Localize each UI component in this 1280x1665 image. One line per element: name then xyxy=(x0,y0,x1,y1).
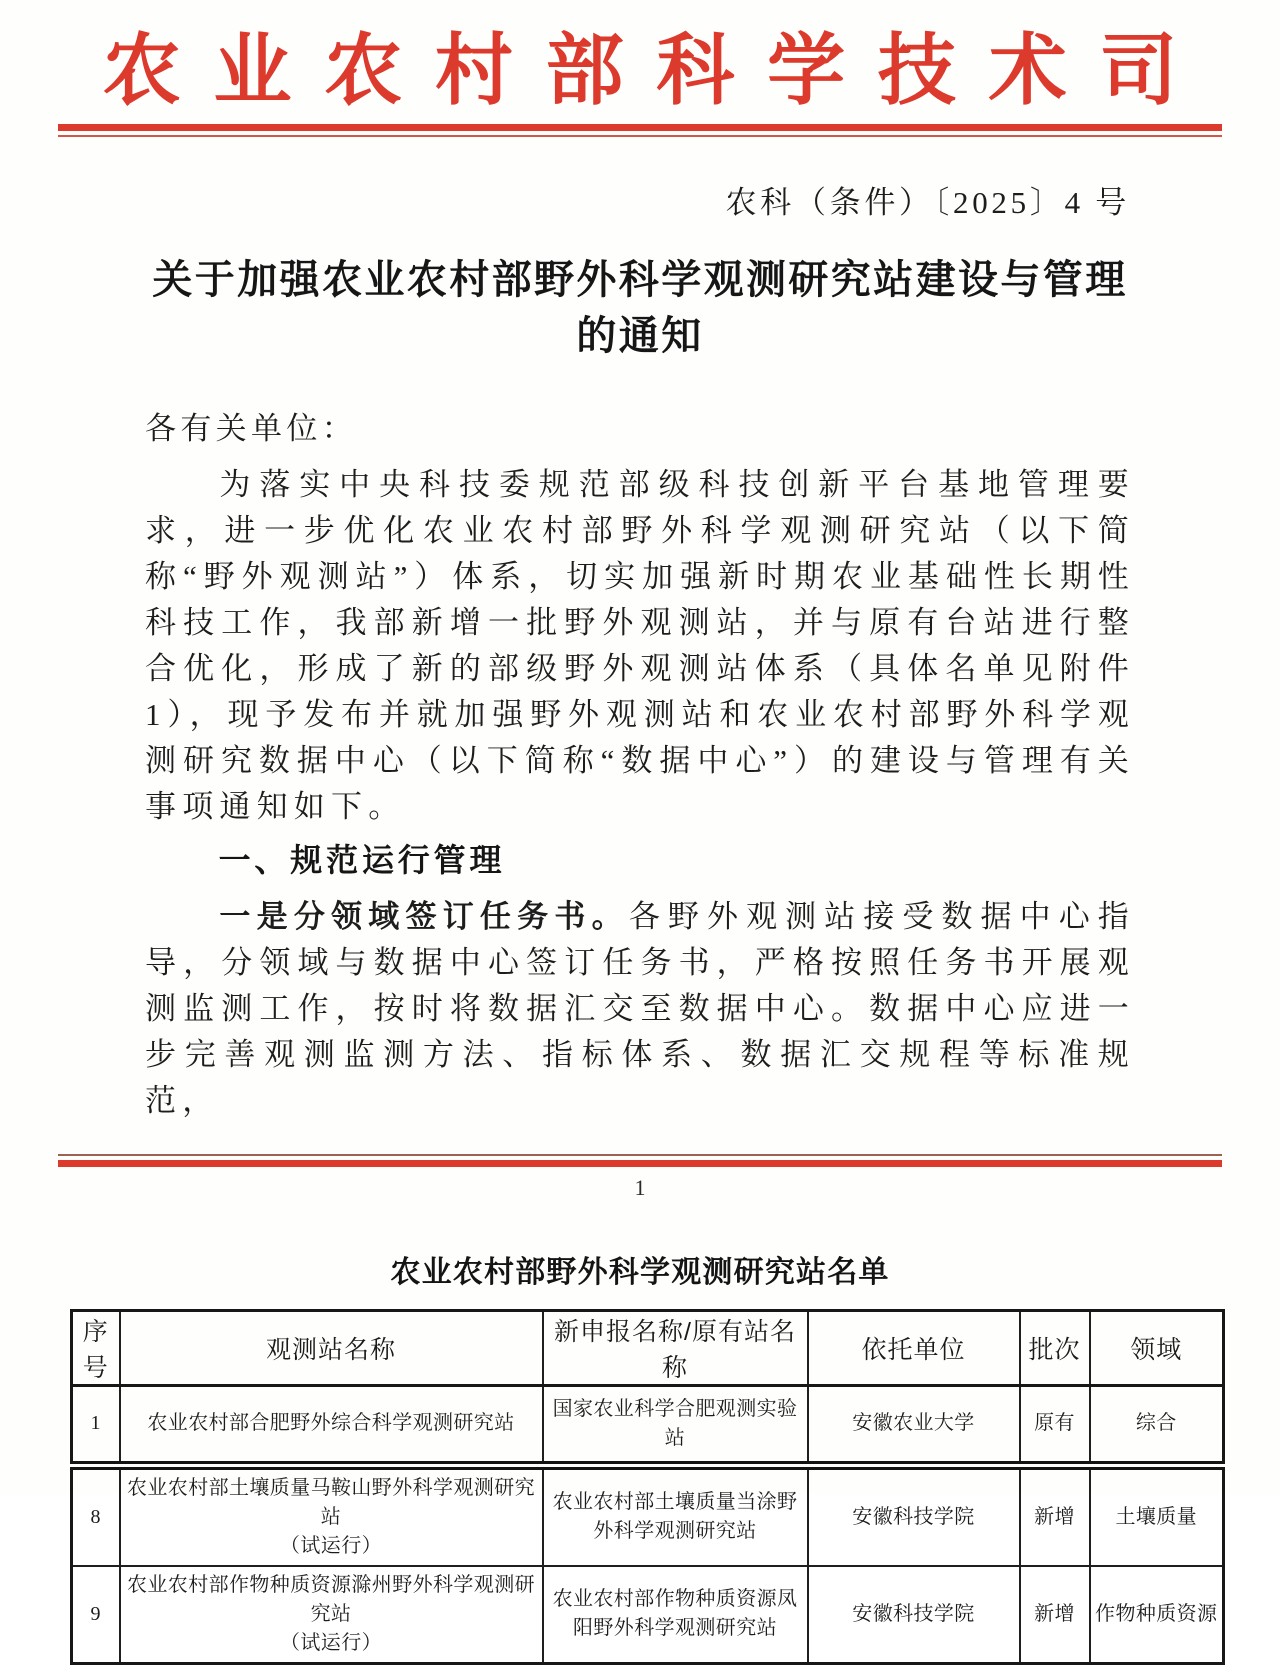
cell-org: 安徽科技学院 xyxy=(808,1465,1020,1566)
cell-field: 土壤质量 xyxy=(1090,1465,1224,1566)
page-footer xyxy=(0,1154,1280,1201)
table-row xyxy=(72,1385,1224,1465)
col-header-field: 领域 xyxy=(1090,1310,1224,1385)
footer-rule-thin xyxy=(58,1154,1222,1156)
cell-no: 9 xyxy=(72,1566,120,1664)
cell-new-name: 农业农村部作物种质资源凤阳野外科学观测研究站 xyxy=(543,1566,808,1664)
col-header-batch: 批次 xyxy=(1020,1310,1090,1385)
station-table xyxy=(70,1309,1225,1665)
cell-no: 8 xyxy=(72,1465,120,1566)
notice-title-line1: 关于加强农业农村部野外科学观测研究站建设与管理 xyxy=(152,256,1128,302)
document-number: 农科（条件）〔2025〕4 号 xyxy=(725,184,1130,220)
notice-title xyxy=(100,252,1180,364)
station-name-text: 农业农村部合肥野外综合科学观测研究站 xyxy=(147,1412,515,1435)
station-table-wrap xyxy=(70,1309,1222,1665)
notice-body xyxy=(145,406,1135,1124)
station-name-note: （试运行） xyxy=(280,1631,382,1654)
section-heading-1: 一、规范运行管理 xyxy=(218,841,506,878)
station-name-note: （试运行） xyxy=(280,1534,382,1557)
salutation: 各有关单位： xyxy=(145,410,358,446)
paragraph-1: 为落实中央科技委规范部级科技创新平台基地管理要求，进一步优化农业农村部野外科学观测研究站（以下简称“野外观测站”）体系，切实加强新时期农业基础性长期性科技工作，我部新增一批野外观测站，并与原有台站进行整合优化，形成了新的部级野外观测站体系（具体名单见附件 1），现予发布并就加强野外观测站和农业农村部野外科学观测研究数据中心（以下简称“数据中心”）的建设与管理有关事项通知如下。 xyxy=(145,466,1135,824)
station-name-text: 农业农村部土壤质量马鞍山野外科学观测研究站 xyxy=(127,1476,535,1528)
station-name-text: 农业农村部作物种质资源滁州野外科学观测研究站 xyxy=(127,1573,535,1625)
col-header-org: 依托单位 xyxy=(808,1310,1020,1385)
cell-org: 安徽科技学院 xyxy=(808,1566,1020,1664)
letterhead-rule-thin xyxy=(58,135,1222,137)
footer-rule-thick xyxy=(58,1160,1222,1167)
agency-title: 农业农村部科学技术司 xyxy=(102,27,1211,114)
table-row xyxy=(72,1566,1224,1664)
cell-new-name: 国家农业科学合肥观测实验站 xyxy=(543,1385,808,1465)
paragraph-2 xyxy=(145,894,1135,1124)
cell-station-name xyxy=(120,1566,543,1664)
paragraph-2-body: 各野外观测站接受数据中心指导，分领域与数据中心签订任务书，严格按照任务书开展观测监测工作，按时将数据汇交至数据中心。数据中心应进一步完善观测监测方法、指标体系、数据汇交规程等标准规范， xyxy=(145,898,1135,1118)
cell-field: 综合 xyxy=(1090,1385,1224,1465)
col-header-no: 序号 xyxy=(72,1310,120,1385)
cell-field: 作物种质资源 xyxy=(1090,1566,1224,1664)
cell-new-name: 农业农村部土壤质量当涂野外科学观测研究站 xyxy=(543,1465,808,1566)
paragraph-2-lead: 一是分领域签订任务书。 xyxy=(219,898,629,934)
cell-station-name xyxy=(120,1465,543,1566)
cell-no: 1 xyxy=(72,1385,120,1465)
table-row xyxy=(72,1465,1224,1566)
cell-batch: 新增 xyxy=(1020,1566,1090,1664)
table-header-row xyxy=(72,1310,1224,1385)
cell-station-name xyxy=(120,1385,543,1465)
cell-org: 安徽农业大学 xyxy=(808,1385,1020,1465)
attachment-title: 农业农村部野外科学观测研究站名单 xyxy=(390,1255,890,1289)
cell-batch: 原有 xyxy=(1020,1385,1090,1465)
cell-batch: 新增 xyxy=(1020,1465,1090,1566)
page-number: 1 xyxy=(634,1174,646,1200)
notice-title-line2: 的通知 xyxy=(576,312,704,358)
col-header-station-name: 观测站名称 xyxy=(120,1310,543,1385)
col-header-new-name: 新申报名称/原有站名称 xyxy=(543,1310,808,1385)
letterhead-rule-thick xyxy=(58,124,1222,131)
